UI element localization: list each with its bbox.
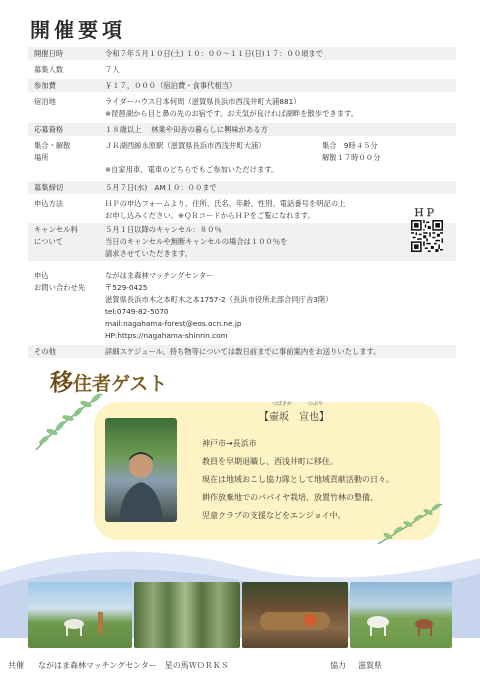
- contact-hp-link[interactable]: HP:https://nagahama-shinrin.com: [105, 331, 228, 340]
- guest-name: 【壷坂 宣也】: [259, 412, 329, 423]
- row-label: 申込: [34, 271, 49, 280]
- row-value: ライダーハウス日本何周（滋賀県長浜市西浅井町大浦881）: [105, 97, 301, 106]
- row-label: キャンセル料: [34, 225, 78, 234]
- guest-title-rest: 住者ゲスト: [73, 373, 168, 395]
- row-value: ※自家用車、電車のどちらでもご参加いただけます。: [105, 165, 279, 174]
- row-label: その他: [34, 347, 56, 356]
- row-value: 令和７年５月１０日(土) １０：００～１１日(日)１７：００頃まで: [105, 49, 324, 58]
- row-value: ５月７日(水) AM１０：００まで: [105, 183, 217, 192]
- guest-section-title: [50, 364, 167, 397]
- row-label: 宿泊地: [34, 97, 56, 106]
- row-label: 応募資格: [34, 125, 64, 134]
- contact-tel[interactable]: tel:0749-82-5070: [105, 307, 169, 316]
- footer-organizer-label: 共催: [8, 661, 24, 670]
- meeting-time: 集合 9時４５分: [322, 141, 378, 150]
- qr-code-icon[interactable]: [411, 220, 443, 252]
- guest-bio-line: 現在は地域おこし協力隊として地域貢献活動の日々。: [202, 475, 394, 484]
- contact-postal: 〒529-0425: [105, 283, 148, 292]
- guest-name-ruby-given: のぶや: [308, 401, 324, 407]
- footer-support-label: 協力: [330, 661, 346, 670]
- dismissal-time: 解散１７時００分: [322, 153, 381, 162]
- guest-title-initial: 移: [50, 370, 73, 396]
- row-label: 集合・解散: [34, 141, 71, 150]
- hp-label: ＨＰ: [414, 208, 436, 219]
- row-value: １８歳以上 林業や田舎の暮らしに興味がある方: [105, 125, 268, 134]
- row-label: 場所: [34, 153, 49, 162]
- guest-bio-line: 神戸市→長浜市: [202, 439, 257, 448]
- footer-support: 滋賀県: [358, 661, 382, 670]
- row-label: 募集人数: [34, 65, 64, 74]
- guest-bio-line: 児童クラブの支援などをエンジョイ中。: [202, 511, 346, 520]
- row-value: ￥１７，０００（宿泊費・食事代相当）: [105, 81, 237, 90]
- row-label: 募集締切: [34, 183, 64, 192]
- row-value: 請求させていただきます。: [105, 249, 192, 258]
- guest-bio-line: 教員を早期退職し、西浅井町に移住。: [202, 457, 338, 466]
- row-value: ５月１日以降のキャンセル：８０％: [105, 225, 222, 234]
- contact-mail-link[interactable]: mail:nagahama-forest@eos.ocn.ne.jp: [105, 319, 242, 328]
- guest-bio-line: 耕作放棄地でのパパイヤ栽培、放置竹林の整備、: [202, 493, 378, 502]
- footer-organizers: ながはま森林マッチングセンター 星の馬ＷＯＲＫＳ: [38, 661, 229, 670]
- contact-address: 滋賀県長浜市木之本町木之本1757-2（長浜市役所北部合同庁舎3階）: [105, 295, 333, 304]
- row-label: 申込方法: [34, 199, 64, 208]
- row-value: お申し込みください。※ＱＲコードからＨＰをご覧になれます。: [105, 211, 315, 220]
- row-value: 詳細スケジュール、持ち物等については数日前までに事前案内をお送りいたします。: [105, 347, 381, 356]
- row-value: 当日のキャンセルや無断キャンセルの場合は１００％を: [105, 237, 288, 246]
- activity-photo: [350, 582, 452, 648]
- activity-photo: [134, 582, 240, 648]
- activity-photo: [242, 582, 348, 648]
- guest-photo: [105, 418, 177, 522]
- row-label: 開催日時: [34, 49, 64, 58]
- row-label: について: [34, 237, 64, 246]
- row-value: ７人: [105, 65, 120, 74]
- page-title: 開催要項: [30, 18, 126, 42]
- row-label: お問い合わせ先: [34, 283, 86, 292]
- contact-org: ながはま森林マッチングセンター: [105, 271, 214, 280]
- guest-name-ruby-family: つぼさか: [272, 401, 293, 407]
- row-value: ＨＰの申込フォームより、住所、氏名、年齢、性別、電話番号を明記の上: [105, 199, 346, 208]
- row-label: 参加費: [34, 81, 56, 90]
- activity-photo: [28, 582, 132, 648]
- row-value: ※琵琶湖から目と鼻の先のお宿です。お天気が良ければ湖畔を散歩できます。: [105, 109, 359, 118]
- row-value: ＪＲ湖西線永原駅（滋賀県長浜市西浅井町大浦）: [105, 141, 266, 150]
